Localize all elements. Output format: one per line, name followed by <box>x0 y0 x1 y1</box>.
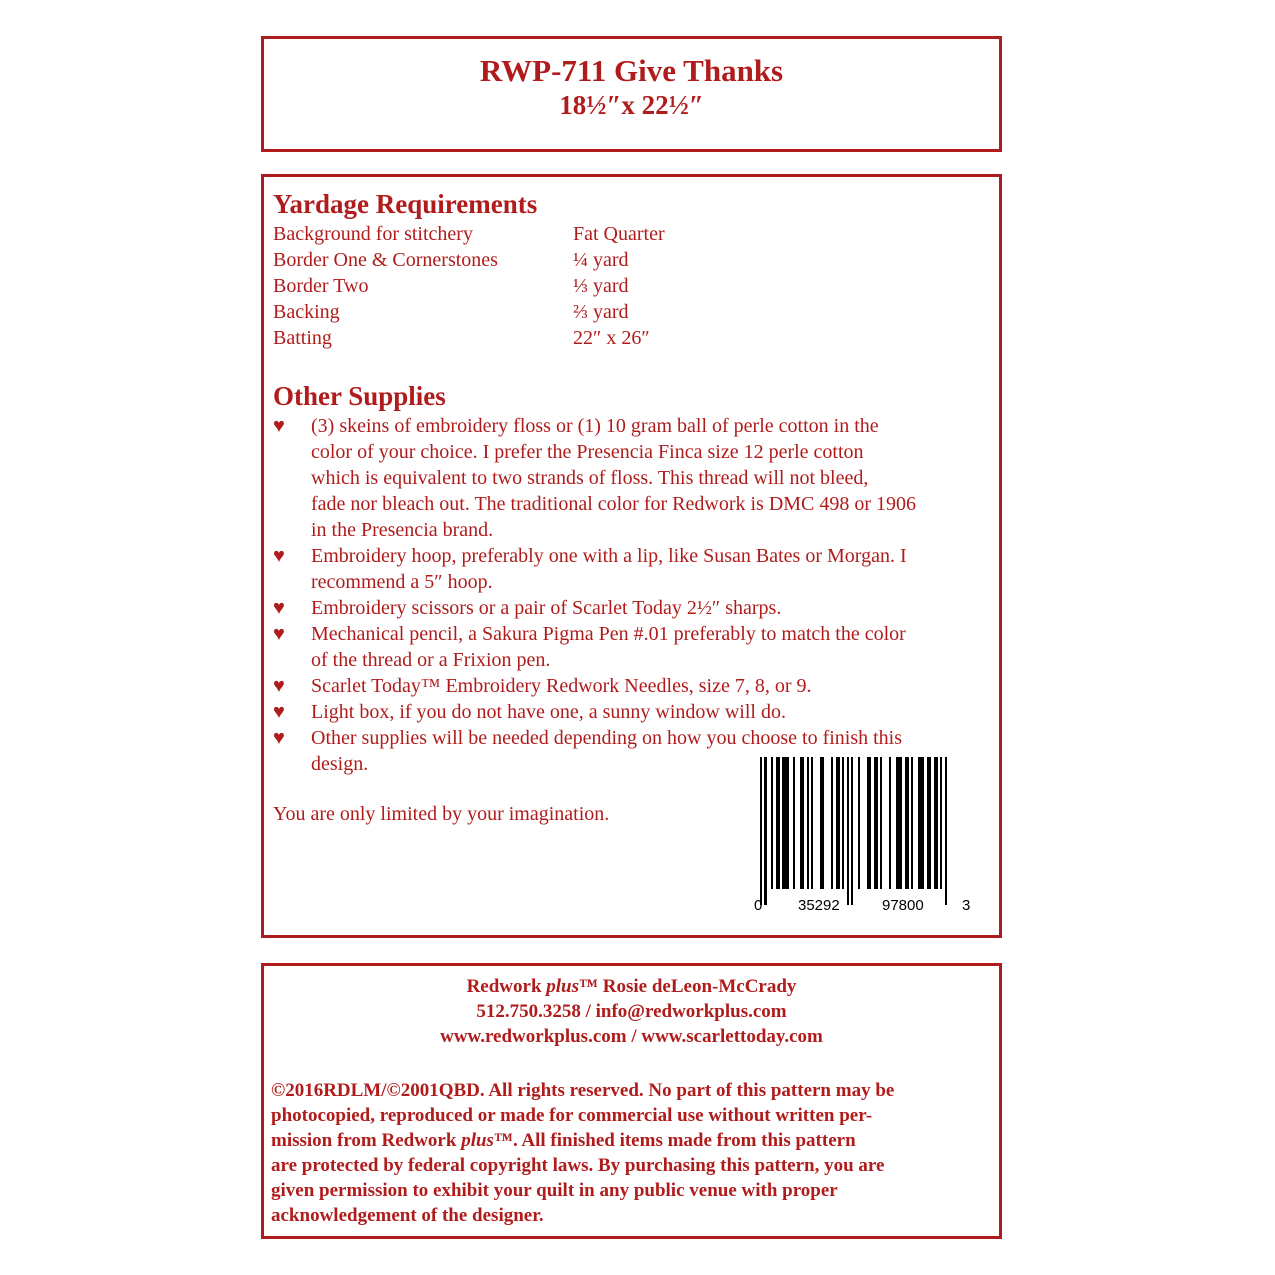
yardage-amount: ¼ yard <box>573 249 629 271</box>
heart-bullet-icon: ♥ <box>273 727 285 749</box>
yardage-item: Batting <box>273 327 332 349</box>
barcode-bar <box>764 757 766 905</box>
barcode-bar <box>811 757 813 889</box>
company-name: Redwork <box>466 976 547 997</box>
supply-item <box>273 543 1000 595</box>
supply-text-line: fade nor bleach out. The traditional color for Redwork is DMC 498 or 1906 <box>311 493 917 515</box>
supply-item <box>273 699 1000 725</box>
copyright-line: photocopied, reproduced or made for commercial use without written per- <box>271 1105 873 1126</box>
heart-bullet-icon: ♥ <box>273 545 285 567</box>
supply-text-line: of the thread or a Frixion pen. <box>311 649 551 671</box>
websites: www.redworkplus.com / www.scarlettoday.com <box>440 1026 823 1047</box>
copyright-text: mission from Redwork <box>271 1130 462 1151</box>
barcode-lead-digit: 0 <box>754 897 763 914</box>
barcode-left-digits: 35292 <box>798 897 840 914</box>
barcode-bar <box>911 757 913 889</box>
title-box <box>261 36 1002 152</box>
finished-size: 18½″x 22½″ <box>559 90 704 120</box>
barcode-bar <box>760 757 762 905</box>
barcode-bar <box>867 757 871 889</box>
heart-bullet-icon: ♥ <box>273 701 285 723</box>
requirements-box <box>261 174 1002 938</box>
copyright-text: ™. All finished items made from this pattern <box>493 1130 856 1151</box>
supply-item <box>273 621 1000 673</box>
yardage-amount: 22″ x 26″ <box>573 327 650 349</box>
supply-text-line: Light box, if you do not have one, a sunny window will do. <box>311 701 786 723</box>
barcode-bar <box>807 757 809 889</box>
copyright-line: given permission to exhibit your quilt in any public venue with proper <box>271 1180 838 1201</box>
barcode-bar <box>858 757 860 889</box>
barcode-bar <box>836 757 840 889</box>
supply-text-line: Scarlet Today™ Embroidery Redwork Needles, size 7, 8, or 9. <box>311 675 812 697</box>
barcode-right-digits: 97800 <box>882 897 924 914</box>
company-line <box>264 974 999 999</box>
yardage-item: Border One & Cornerstones <box>273 249 498 271</box>
barcode-bar <box>842 757 844 889</box>
pattern-title: RWP-711 Give Thanks <box>479 53 784 88</box>
barcode-bar <box>905 757 909 889</box>
barcode-bar <box>934 757 938 889</box>
yardage-amount: Fat Quarter <box>573 223 665 245</box>
yardage-heading: Yardage Requirements <box>273 189 538 219</box>
supply-text-line: Mechanical pencil, a Sakura Pigma Pen #.01 preferably to match the color <box>311 623 906 645</box>
phone-email: 512.750.3258 / info@redworkplus.com <box>476 1001 787 1022</box>
yardage-amount: ⅔ yard <box>573 301 629 323</box>
heart-bullet-icon: ♥ <box>273 623 285 645</box>
barcode-bar <box>820 757 824 889</box>
barcode-bar <box>847 757 849 905</box>
barcode-bar <box>945 757 947 905</box>
supply-text-line: Embroidery hoop, preferably one with a lip, like Susan Bates or Morgan. I <box>311 545 907 567</box>
yardage-item: Backing <box>273 301 340 323</box>
barcode-bar <box>776 757 780 889</box>
company-name-italic: plus <box>546 976 580 997</box>
barcode-bar <box>927 757 931 889</box>
heart-bullet-icon: ♥ <box>273 597 285 619</box>
copyright-line: ©2016RDLM/©2001QBD. All rights reserved. No part of this pattern may be <box>271 1080 895 1101</box>
supplies-heading: Other Supplies <box>273 381 446 411</box>
yardage-amount: ⅓ yard <box>573 275 629 297</box>
barcode-bar <box>793 757 795 889</box>
barcode-bar <box>918 757 924 889</box>
barcode-check-digit: 3 <box>962 897 971 914</box>
supply-item <box>273 673 1000 699</box>
supply-text-line: in the Presencia brand. <box>311 519 494 541</box>
barcode-bar <box>782 757 788 889</box>
copyright-line: acknowledgement of the designer. <box>271 1205 544 1226</box>
closing-note: You are only limited by your imagination. <box>273 803 610 825</box>
supply-item <box>273 595 1000 621</box>
yardage-item: Border Two <box>273 275 369 297</box>
copyright-line <box>271 1128 995 1153</box>
barcode-bar <box>771 757 773 889</box>
heart-bullet-icon: ♥ <box>273 415 285 437</box>
contact-info <box>264 974 999 1049</box>
supply-text-line: color of your choice. I prefer the Presencia Finca size 12 perle cotton <box>311 441 864 463</box>
yardage-item: Background for stitchery <box>273 223 473 245</box>
barcode-bar <box>800 757 804 889</box>
company-owner: ™ Rosie deLeon-McCrady <box>579 976 797 997</box>
supply-text-line: recommend a 5″ hoop. <box>311 571 493 593</box>
barcode-bar <box>874 757 878 889</box>
barcode-bar <box>889 757 891 889</box>
barcode-bar <box>880 757 882 889</box>
supply-text-line: design. <box>311 753 369 775</box>
copyright-italic: plus <box>461 1130 494 1151</box>
copyright-line: are protected by federal copyright laws. By purchasing this pattern, you are <box>271 1155 885 1176</box>
heart-bullet-icon: ♥ <box>273 675 285 697</box>
supply-text-line: (3) skeins of embroidery floss or (1) 10 gram ball of perle cotton in the <box>311 415 879 437</box>
barcode-bar <box>896 757 902 889</box>
copyright-notice <box>271 1078 995 1228</box>
barcode-bar <box>831 757 833 889</box>
barcode-bar <box>940 757 942 889</box>
contact-box <box>261 963 1002 1239</box>
supply-text-line: Other supplies will be needed depending on how you choose to finish this <box>311 727 903 749</box>
supplies-list <box>273 413 1000 777</box>
upc-barcode <box>754 757 976 917</box>
supply-item <box>273 413 1000 543</box>
barcode-bar <box>851 757 853 905</box>
supply-text-line: which is equivalent to two strands of floss. This thread will not bleed, <box>311 467 869 489</box>
supply-text-line: Embroidery scissors or a pair of Scarlet Today 2½″ sharps. <box>311 597 782 619</box>
